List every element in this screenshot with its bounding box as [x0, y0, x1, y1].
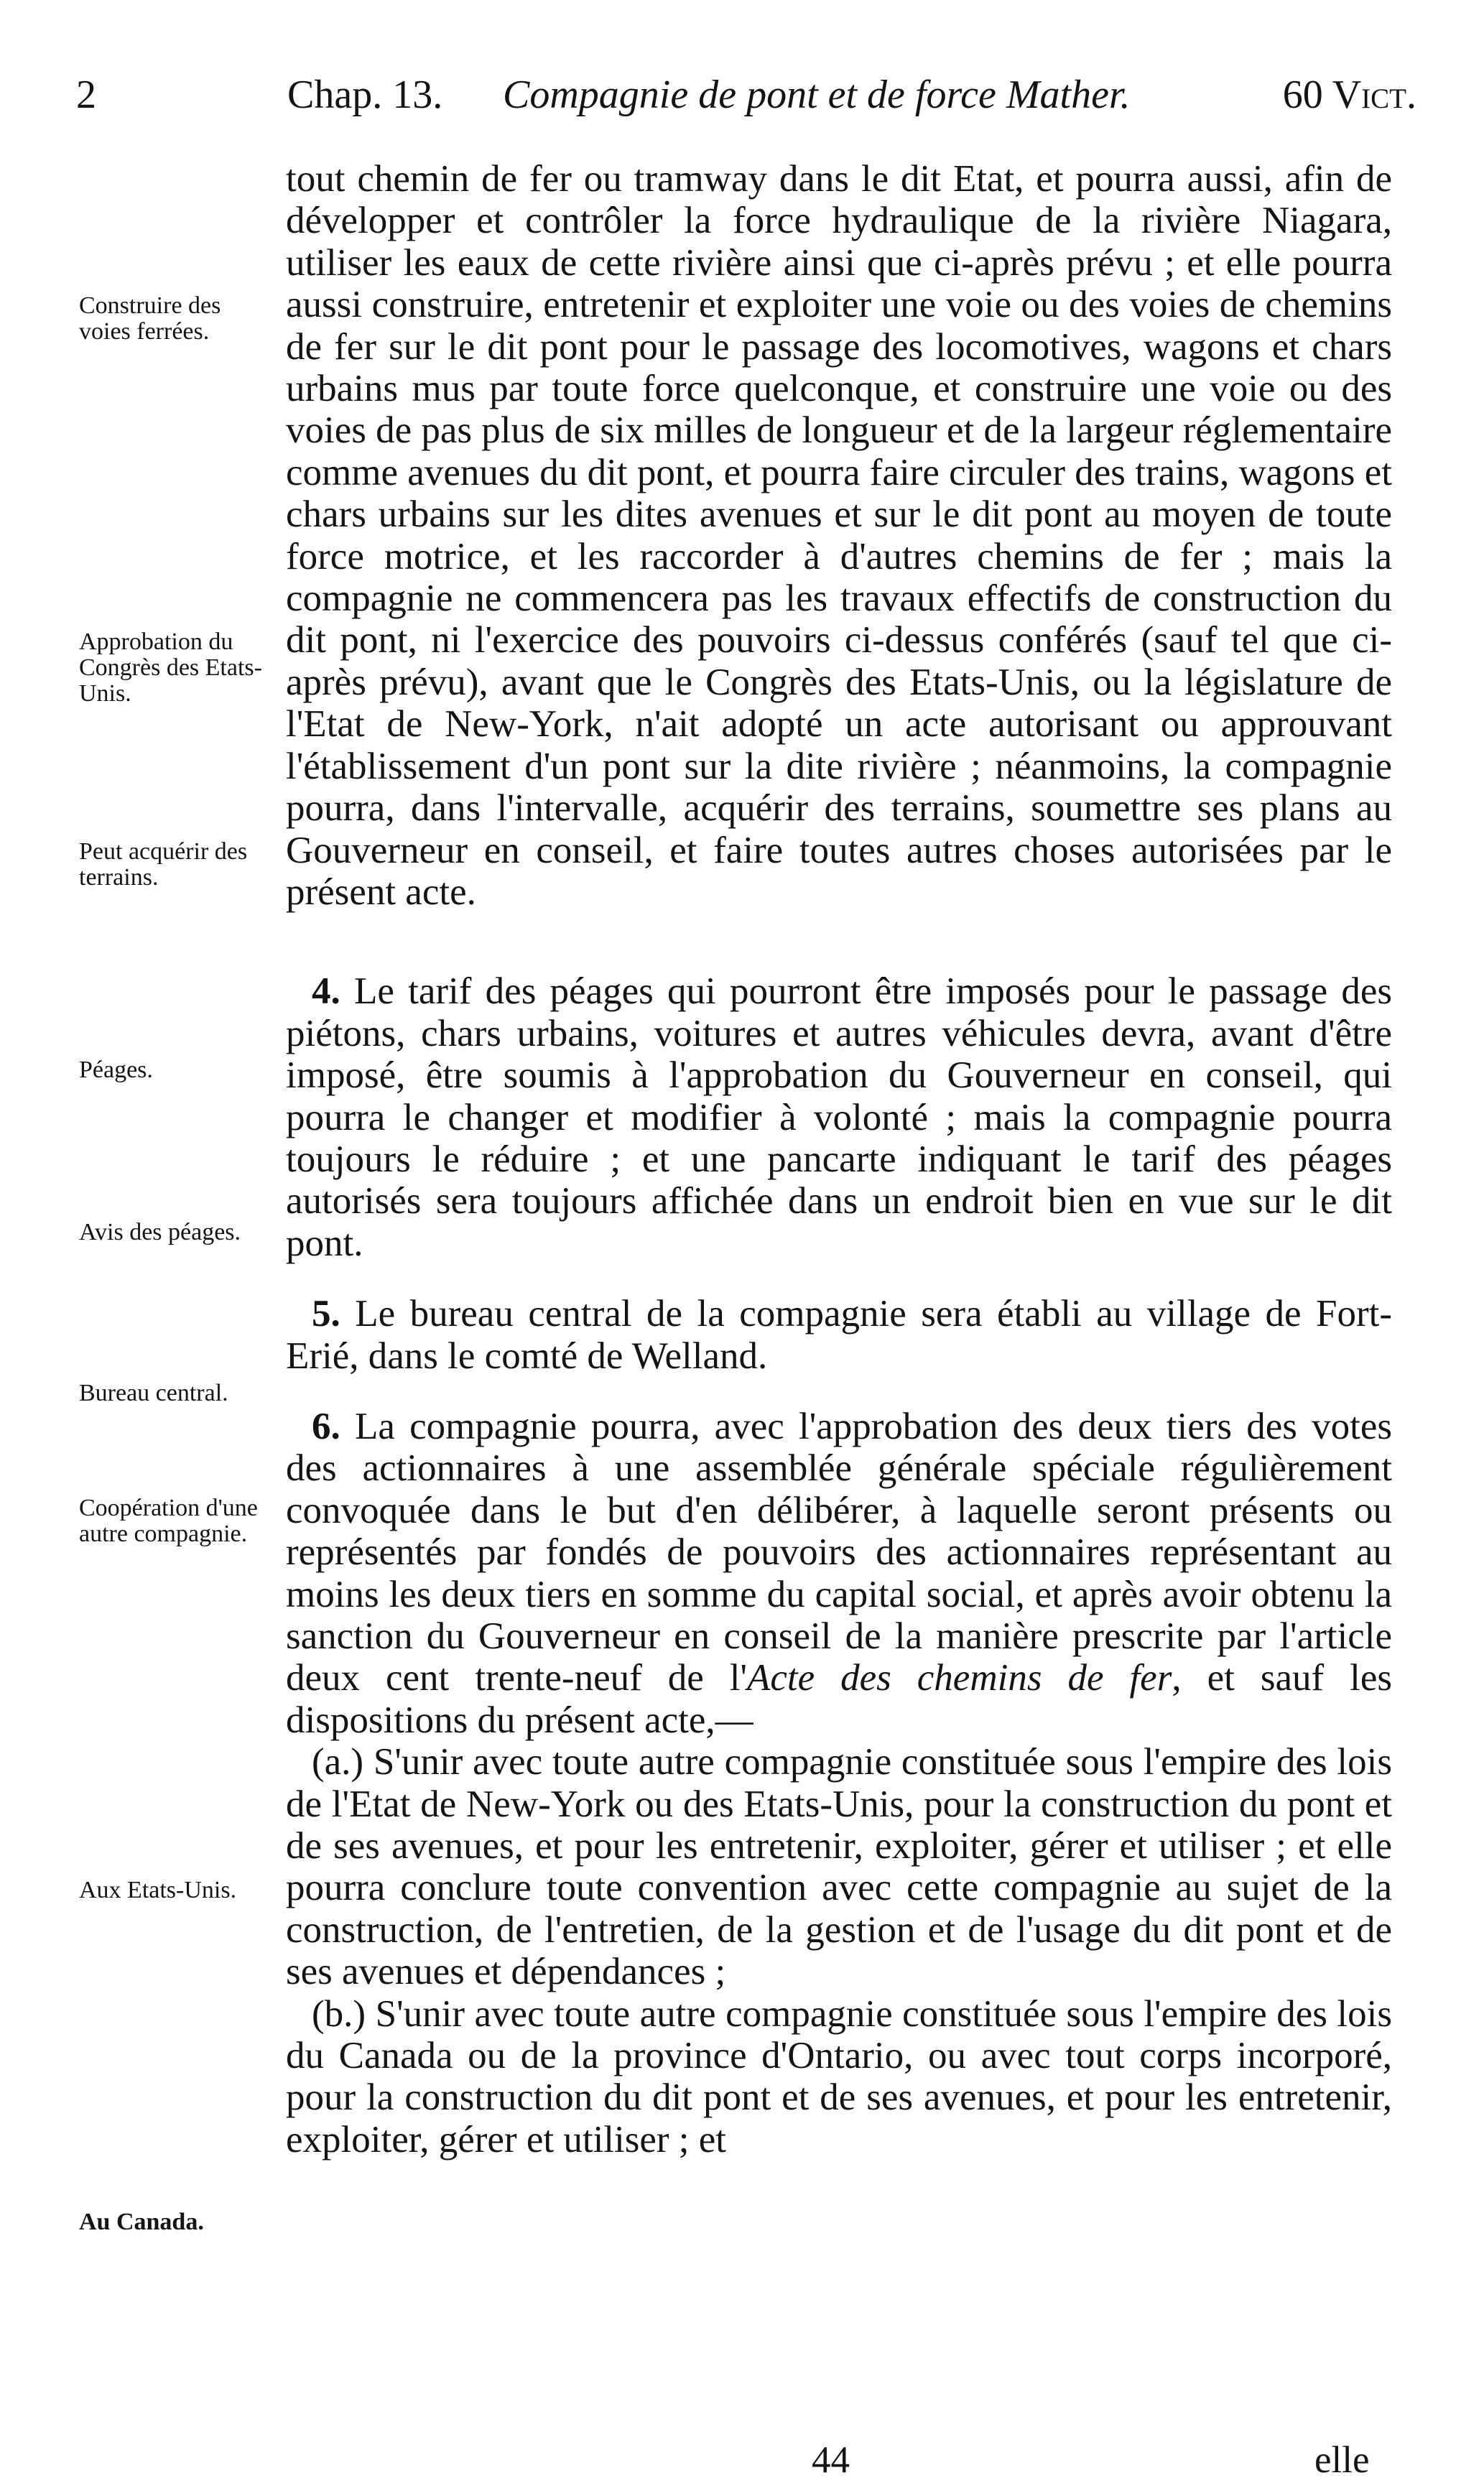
main-text [286, 158, 1392, 2161]
section-text: Le bureau central de la compagnie sera établi au village de Fort-Erié, dans le comté de Welland. [286, 1293, 1392, 1377]
section-text: Le tarif des péages qui pourront être imposés pour le passage des piétons, chars urbains, voitures et autres véhicules devra, avant d'être imposé, être soumis à l'approbation du Gouverneur en conseil, qui pourra le changer et modifier à volonté ; mais la compagnie pourra toujours le réduire ; et une pancarte indiquant le tarif des péages autorisés sera toujours affichée dans un endroit bien en vue sur le dit pont. [286, 970, 1392, 1264]
margin-note: Au Canada. [79, 2209, 204, 2235]
margin-note: Approbation du Congrès des Etats-Unis. [79, 628, 262, 707]
margin-note: Bureau central. [79, 1380, 228, 1406]
item-label: (a.) [312, 1741, 364, 1783]
margin-note: Péages. [79, 1057, 153, 1083]
section-text: , et sauf les dispositions du présent acte,— [286, 1657, 1392, 1741]
margin-note: Construire des voies ferrées. [79, 292, 221, 345]
paragraph: tout chemin de fer ou tramway dans le dit Etat, et pourra aussi, afin de développer et contrôler la force hydraulique de la rivière Niagara, utiliser les eaux de cette rivière ainsi que ci-après prévu ; et elle pourra aussi construire, entretenir et exploiter une voie ou des voies de chemins de fer sur le dit pont pour le passage des locomotives, wagons et chars urbains mus par toute force quelconque, et construire une voie ou des voies de pas plus de six milles de longueur et de la largeur réglementaire comme avenues du dit pont, et pourra faire circuler des trains, wagons et chars urbains sur les dites avenues et sur le dit pont au moyen de toute force motrice, et les raccorder à d'autres chemins de fer ; mais la compagnie ne commencera pas les travaux effectifs de construction du dit pont, ni l'exercice des pouvoirs ci-dessus conférés (sauf tel que ci-après prévu), avant que le Congrès des Etats-Unis, ou la législature de l'Etat de New-York, n'ait adopté un acte autorisant ou approuvant l'établissement d'un pont sur la dite rivière ; néanmoins, la compagnie pourra, dans l'intervalle, acquérir des terrains, soumettre ses plans au Gouverneur en conseil, et faire toutes autres choses autorisées par le présent acte. [286, 158, 1392, 913]
item-text: S'unir avec toute autre compagnie constituée sous l'empire des lois de l'Etat de New-York ou des Etats-Unis, pour la construction du pont et de ses avenues, et pour les entretenir, exploiter, gérer et utiliser ; et elle pourra conclure toute convention avec cette compagnie au sujet de la construction, de l'entretien, de la gestion et de l'usage du dit pont et de ses avenues et dépendances ; [286, 1741, 1392, 1993]
item-a [286, 1741, 1392, 1992]
section-number: 6. [312, 1405, 340, 1447]
section-6 [286, 1406, 1392, 1741]
section-number: 5. [312, 1293, 340, 1335]
catchword: elle [1314, 2439, 1370, 2481]
item-b [286, 1993, 1392, 2161]
margin-note: Avis des péages. [79, 1219, 241, 1245]
section-number: 4. [312, 970, 340, 1013]
margin-note: Peut acquérir des terrains. [79, 838, 248, 891]
margin-note: Coopération d'une autre compagnie. [79, 1495, 258, 1547]
running-header [72, 72, 1422, 129]
section-text: La compagnie pourra, avec l'approbation des deux tiers des votes des actionnaires à une assemblée générale spéciale régulièrement convoquée dans le but d'en délibérer, à laquelle seront présents ou représentés par fondés de pouvoirs des actionnaires représentant au moins les deux tiers en somme du capital social, et après avoir obtenu la sanction du Gouverneur en conseil de la manière prescrite par l'article deux cent trente-neuf de l' [286, 1405, 1392, 1699]
chapter-label: Chap. 13. [287, 73, 443, 117]
page-number: 2 [76, 73, 96, 117]
margin-note: Aux Etats-Unis. [79, 1877, 237, 1903]
act-title: Compagnie de pont et de force Mather. [503, 73, 1131, 117]
act-reference: Acte des chemins de fer [747, 1657, 1172, 1699]
section-5 [286, 1293, 1392, 1377]
signature-mark: 44 [812, 2439, 850, 2481]
regnal-year: 60 Vict. [1282, 73, 1416, 117]
item-label: (b.) [312, 1992, 366, 2035]
item-text: S'unir avec toute autre compagnie constituée sous l'empire des lois du Canada ou de la province d'Ontario, ou avec tout corps incorporé, pour la construction du dit pont et de ses avenues, et pour les entretenir, exploiter, gérer et utiliser ; et [286, 1992, 1392, 2161]
section-4 [286, 970, 1392, 1264]
